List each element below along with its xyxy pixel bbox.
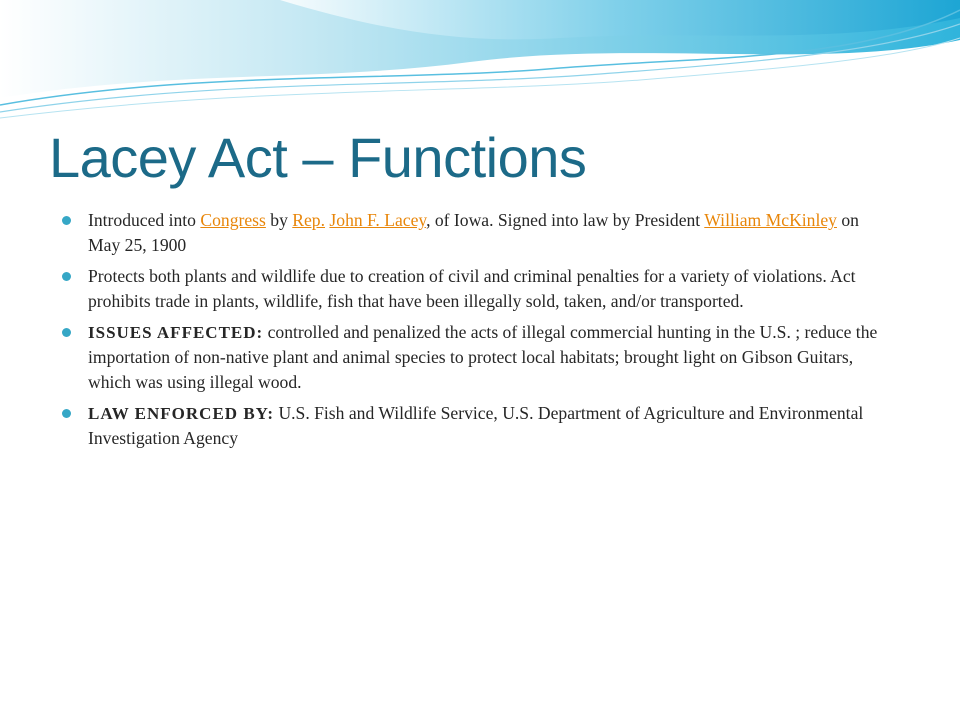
bullet-introduced <box>62 208 892 258</box>
slide-title: Lacey Act – Functions <box>49 126 587 189</box>
rep-link[interactable]: Rep. <box>292 210 326 230</box>
bullet-text: , of Iowa. Signed into law by President <box>426 210 705 230</box>
bullet-protects <box>62 264 892 314</box>
bullet-text: Introduced into <box>88 210 201 230</box>
congress-link[interactable]: Congress <box>200 210 266 230</box>
bullet-label: LAW ENFORCED BY: <box>88 404 275 423</box>
bullet-label: ISSUES AFFECTED: <box>88 323 264 342</box>
header-wave-decoration <box>0 0 960 130</box>
william-mckinley-link[interactable]: William McKinley <box>704 210 837 230</box>
bullet-dot-icon <box>62 409 71 418</box>
bullet-list <box>62 208 892 457</box>
bullet-dot-icon <box>62 216 71 225</box>
bullet-text: Protects both plants and wildlife due to creation of civil and criminal penalties for a variety of violations. Act prohibits trade in plants, wildlife, fish that have been illegally sold, taken, and/or transported. <box>88 266 856 311</box>
bullet-text: controlled and penalized the acts of illegal commercial hunting in the U.S. ; reduce the importation of non-native plant and animal species to protect local habitats; brought light on Gibson Guitars, which was using illegal wood. <box>88 322 878 392</box>
bullet-text: on May 25, 1900 <box>88 210 859 255</box>
bullet-dot-icon <box>62 272 71 281</box>
john-lacey-link[interactable]: John F. Lacey <box>329 210 427 230</box>
bullet-dot-icon <box>62 328 71 337</box>
bullet-issues-affected <box>62 320 892 395</box>
bullet-law-enforced <box>62 401 892 451</box>
bullet-text: by <box>265 210 293 230</box>
bullet-text: U.S. Fish and Wildlife Service, U.S. Department of Agriculture and Environmental Investigation Agency <box>88 403 864 448</box>
